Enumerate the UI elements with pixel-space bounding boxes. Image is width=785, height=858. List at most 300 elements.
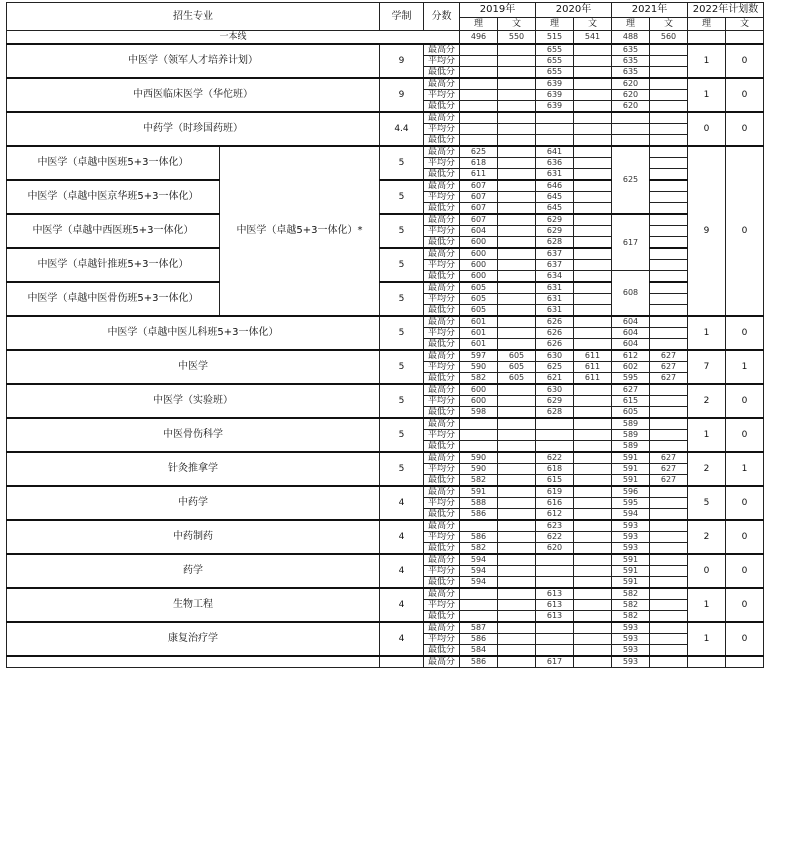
score-value [498, 112, 536, 124]
score-value [498, 554, 536, 566]
score-value: 604 [460, 226, 498, 237]
program-duration: 5 [380, 452, 424, 486]
score-value [650, 543, 688, 555]
score-value [650, 441, 688, 453]
score-value: 586 [460, 532, 498, 543]
plan-wen: 1 [726, 452, 764, 486]
score-label: 最高分 [424, 486, 460, 498]
group-member-name: 中医学（卓越中西医班5+3一体化） [7, 214, 220, 248]
program-name: 生物工程 [7, 588, 380, 622]
score-value: 629 [536, 214, 574, 226]
score-value [498, 509, 536, 521]
score-value [498, 78, 536, 90]
score-value: 627 [650, 464, 688, 475]
score-value: 620 [612, 101, 650, 113]
score-value [498, 214, 536, 226]
score-value: 590 [460, 362, 498, 373]
score-value: 600 [460, 396, 498, 407]
group-member-name: 中医学（卓越针推班5+3一体化） [7, 248, 220, 282]
score-label: 最高分 [424, 44, 460, 56]
group-member-name: 中医学（卓越中医班5+3一体化） [7, 146, 220, 180]
header-wen: 文 [726, 18, 764, 31]
score-value: 627 [650, 350, 688, 362]
program-name: 中医学（卓越中医儿科班5+3一体化） [7, 316, 380, 350]
score-label: 最高分 [424, 418, 460, 430]
score-value [574, 441, 612, 453]
score-value [574, 452, 612, 464]
score-value [650, 282, 688, 294]
score-value [498, 248, 536, 260]
header-wen: 文 [650, 18, 688, 31]
score-label: 平均分 [424, 362, 460, 373]
score-value [498, 622, 536, 634]
score-value: 634 [536, 271, 574, 283]
score-value [574, 339, 612, 351]
score-value [574, 418, 612, 430]
group-member-duration: 5 [380, 180, 424, 214]
score-value [574, 44, 612, 56]
score-value: 619 [536, 486, 574, 498]
score-value [574, 169, 612, 181]
score-value [498, 260, 536, 271]
score-value: 604 [612, 339, 650, 351]
group-member-duration: 5 [380, 146, 424, 180]
program-duration: 4.4 [380, 112, 424, 146]
score-value [650, 588, 688, 600]
table-row [7, 384, 764, 396]
score-value [498, 146, 536, 158]
score-value [574, 566, 612, 577]
score-value: 607 [460, 192, 498, 203]
score-value [574, 67, 612, 79]
plan-wen: 0 [726, 384, 764, 418]
score-value [498, 101, 536, 113]
score-value: 600 [460, 237, 498, 249]
score-value [650, 532, 688, 543]
score-label: 最高分 [424, 78, 460, 90]
score-value [650, 656, 688, 668]
cutoff-value: 496 [460, 31, 498, 45]
score-value [574, 622, 612, 634]
score-label: 平均分 [424, 328, 460, 339]
score-label: 最高分 [424, 656, 460, 668]
score-value [650, 124, 688, 135]
score-value [498, 396, 536, 407]
score-value: 612 [612, 350, 650, 362]
table-row [7, 486, 764, 498]
score-value [498, 475, 536, 487]
score-value: 605 [460, 305, 498, 317]
score-value [498, 328, 536, 339]
score-value [574, 214, 612, 226]
table-row [7, 146, 764, 158]
score-value [460, 124, 498, 135]
score-value [574, 180, 612, 192]
header-duration: 学制 [380, 3, 424, 31]
score-value: 594 [612, 509, 650, 521]
score-value: 597 [460, 350, 498, 362]
score-value [498, 384, 536, 396]
program-name: 中医学（实验班） [7, 384, 380, 418]
score-value [650, 112, 688, 124]
score-value: 641 [536, 146, 574, 158]
score-value: 594 [460, 566, 498, 577]
table-row [7, 554, 764, 566]
score-value [574, 135, 612, 147]
score-value: 621 [536, 373, 574, 385]
score-value: 620 [612, 90, 650, 101]
cutoff-plan-li [688, 31, 726, 45]
plan-li: 0 [688, 554, 726, 588]
score-label: 最低分 [424, 509, 460, 521]
score-value [650, 78, 688, 90]
score-label: 最高分 [424, 248, 460, 260]
program-name: 中西医临床医学（华佗班） [7, 78, 380, 112]
plan-wen: 0 [726, 146, 764, 316]
score-label: 最低分 [424, 237, 460, 249]
score-value: 627 [650, 452, 688, 464]
program-duration: 5 [380, 418, 424, 452]
program-duration: 5 [380, 350, 424, 384]
score-value: 582 [612, 600, 650, 611]
header-wen: 文 [574, 18, 612, 31]
score-value: 625 [536, 362, 574, 373]
score-value [574, 464, 612, 475]
cutoff-value: 550 [498, 31, 536, 45]
score-value [650, 180, 688, 192]
score-value: 627 [650, 362, 688, 373]
plan-li: 1 [688, 316, 726, 350]
program-name: 康复治疗学 [7, 622, 380, 656]
score-value [536, 112, 574, 124]
score-value: 586 [460, 656, 498, 668]
program-name: 中医学（领军人才培养计划） [7, 44, 380, 78]
score-label: 最低分 [424, 101, 460, 113]
score-value: 631 [536, 169, 574, 181]
cutoff-value: 560 [650, 31, 688, 45]
score-value: 627 [650, 373, 688, 385]
score-label: 最低分 [424, 475, 460, 487]
cutoff-value: 488 [612, 31, 650, 45]
score-value [498, 430, 536, 441]
score-value: 611 [574, 373, 612, 385]
score-value [536, 622, 574, 634]
score-value: 613 [536, 588, 574, 600]
score-label: 平均分 [424, 192, 460, 203]
score-value [650, 498, 688, 509]
header-li: 理 [688, 18, 726, 31]
admission-score-table [6, 2, 764, 668]
score-value [460, 90, 498, 101]
score-value: 591 [612, 464, 650, 475]
score-value: 593 [612, 645, 650, 657]
score-label: 平均分 [424, 498, 460, 509]
score-value [574, 645, 612, 657]
score-value [574, 112, 612, 124]
score-value [650, 509, 688, 521]
group-member-name: 中医学（卓越中医京华班5+3一体化） [7, 180, 220, 214]
score-value [574, 78, 612, 90]
plan-li: 2 [688, 452, 726, 486]
score-value: 589 [612, 418, 650, 430]
plan-li: 7 [688, 350, 726, 384]
score-value: 611 [574, 350, 612, 362]
score-value [574, 577, 612, 589]
score-value: 628 [536, 237, 574, 249]
score-value [650, 566, 688, 577]
score-value: 605 [460, 294, 498, 305]
score-value [574, 90, 612, 101]
score-value [460, 600, 498, 611]
score-value [574, 509, 612, 521]
plan-wen: 0 [726, 554, 764, 588]
plan-wen [726, 656, 764, 668]
score-value: 607 [460, 214, 498, 226]
header-year: 2020年 [536, 3, 612, 18]
score-value [536, 124, 574, 135]
score-label: 最高分 [424, 112, 460, 124]
score-value [498, 600, 536, 611]
table-row [7, 3, 764, 18]
program-duration: 5 [380, 384, 424, 418]
score-label: 平均分 [424, 124, 460, 135]
score-value: 613 [536, 611, 574, 623]
score-value [498, 192, 536, 203]
score-value: 645 [536, 203, 574, 215]
score-value: 591 [612, 475, 650, 487]
program-duration: 4 [380, 588, 424, 622]
score-value: 600 [460, 384, 498, 396]
program-duration [380, 656, 424, 668]
score-value [574, 407, 612, 419]
score-label: 最低分 [424, 203, 460, 215]
table-row [7, 452, 764, 464]
score-label: 最高分 [424, 180, 460, 192]
score-value: 582 [460, 475, 498, 487]
score-value: 600 [460, 248, 498, 260]
score-value [574, 237, 612, 249]
score-label: 最高分 [424, 282, 460, 294]
score-label: 最低分 [424, 271, 460, 283]
score-value [650, 305, 688, 317]
score-value [498, 237, 536, 249]
score-value: 598 [460, 407, 498, 419]
table-row [7, 418, 764, 430]
score-label: 最高分 [424, 316, 460, 328]
score-value [498, 271, 536, 283]
score-value: 627 [650, 475, 688, 487]
plan-li: 1 [688, 44, 726, 78]
score-value [650, 396, 688, 407]
score-value [650, 622, 688, 634]
score-value [650, 339, 688, 351]
score-value [498, 44, 536, 56]
score-value [574, 328, 612, 339]
score-value [574, 588, 612, 600]
score-value: 595 [612, 498, 650, 509]
score-value: 611 [574, 362, 612, 373]
score-label: 平均分 [424, 56, 460, 67]
score-value [460, 67, 498, 79]
score-label: 最低分 [424, 441, 460, 453]
score-value: 593 [612, 532, 650, 543]
plan-wen: 0 [726, 78, 764, 112]
score-value: 631 [536, 294, 574, 305]
plan-li: 1 [688, 78, 726, 112]
score-value [650, 600, 688, 611]
score-value [650, 271, 688, 283]
plan-wen: 0 [726, 44, 764, 78]
score-value: 635 [612, 56, 650, 67]
score-value [498, 566, 536, 577]
score-value [574, 498, 612, 509]
score-value: 594 [460, 554, 498, 566]
program-name [7, 656, 380, 668]
score-value [650, 645, 688, 657]
score-value [536, 554, 574, 566]
score-value [536, 418, 574, 430]
score-value [460, 56, 498, 67]
score-label: 最低分 [424, 305, 460, 317]
score-value: 602 [612, 362, 650, 373]
program-duration: 4 [380, 520, 424, 554]
score-value [498, 418, 536, 430]
score-label: 最高分 [424, 588, 460, 600]
score-value: 605 [460, 282, 498, 294]
score-value: 600 [460, 260, 498, 271]
score-value [650, 56, 688, 67]
score-value [650, 101, 688, 113]
table-row [7, 112, 764, 124]
score-value: 655 [536, 56, 574, 67]
score-value [650, 169, 688, 181]
score-label: 最高分 [424, 622, 460, 634]
group-member-duration: 5 [380, 214, 424, 248]
score-value [498, 124, 536, 135]
score-value [650, 316, 688, 328]
score-label: 最低分 [424, 407, 460, 419]
score-value: 596 [612, 486, 650, 498]
score-value: 655 [536, 67, 574, 79]
score-value [574, 554, 612, 566]
score-value: 645 [536, 192, 574, 203]
score-value: 591 [612, 566, 650, 577]
score-value [460, 112, 498, 124]
score-value: 590 [460, 464, 498, 475]
score-value: 630 [536, 350, 574, 362]
score-value: 593 [612, 634, 650, 645]
score-value [460, 588, 498, 600]
score-label: 最高分 [424, 520, 460, 532]
group-name: 中医学（卓越5+3一体化）* [220, 146, 380, 316]
score-value: 607 [460, 203, 498, 215]
score-value [650, 486, 688, 498]
score-value [650, 520, 688, 532]
score-label: 平均分 [424, 90, 460, 101]
score-value: 584 [460, 645, 498, 657]
score-value: 605 [498, 350, 536, 362]
score-value: 605 [498, 373, 536, 385]
score-value [536, 441, 574, 453]
score-value: 591 [460, 486, 498, 498]
score-value: 601 [460, 339, 498, 351]
score-value [460, 78, 498, 90]
score-label: 最高分 [424, 350, 460, 362]
score-value: 582 [460, 543, 498, 555]
table-row [7, 520, 764, 532]
score-label: 最低分 [424, 339, 460, 351]
score-value: 605 [498, 362, 536, 373]
score-value [650, 328, 688, 339]
score-value: 616 [536, 498, 574, 509]
score-value: 622 [536, 532, 574, 543]
table-row [7, 622, 764, 634]
score-value [498, 135, 536, 147]
score-value [650, 407, 688, 419]
score-value [574, 520, 612, 532]
score-value: 593 [612, 520, 650, 532]
plan-li [688, 656, 726, 668]
score-value [650, 67, 688, 79]
score-value [574, 56, 612, 67]
program-name: 中药制药 [7, 520, 380, 554]
table-row [7, 31, 764, 45]
score-value [650, 634, 688, 645]
score-label: 最低分 [424, 577, 460, 589]
score-value [498, 577, 536, 589]
score-value [498, 226, 536, 237]
score-label: 平均分 [424, 396, 460, 407]
score-value: 582 [460, 373, 498, 385]
score-label: 平均分 [424, 566, 460, 577]
score-value: 629 [536, 396, 574, 407]
score-value [498, 611, 536, 623]
score-value [650, 44, 688, 56]
program-name: 中医骨伤科学 [7, 418, 380, 452]
score-value: 588 [460, 498, 498, 509]
score-label: 最高分 [424, 452, 460, 464]
score-value [574, 430, 612, 441]
score-value: 601 [460, 328, 498, 339]
header-score: 分数 [424, 3, 460, 31]
header-plan: 2022年计划数 [688, 3, 764, 18]
score-value: 604 [612, 328, 650, 339]
score-value [574, 396, 612, 407]
score-label: 平均分 [424, 260, 460, 271]
score-value: 617 [536, 656, 574, 668]
score-value [574, 656, 612, 668]
score-value [498, 498, 536, 509]
score-value: 629 [536, 226, 574, 237]
program-name: 中医学 [7, 350, 380, 384]
admission-score-table-container [6, 2, 785, 668]
score-value: 646 [536, 180, 574, 192]
score-value [612, 124, 650, 135]
score-value [574, 158, 612, 169]
score-value [574, 532, 612, 543]
score-value [574, 192, 612, 203]
header-li: 理 [460, 18, 498, 31]
score-label: 平均分 [424, 158, 460, 169]
score-label: 最高分 [424, 384, 460, 396]
merged-score-2021: 617 [612, 214, 650, 271]
score-value: 615 [612, 396, 650, 407]
score-value [574, 282, 612, 294]
plan-li: 2 [688, 520, 726, 554]
score-value: 620 [612, 78, 650, 90]
score-value: 639 [536, 78, 574, 90]
score-label: 最低分 [424, 543, 460, 555]
